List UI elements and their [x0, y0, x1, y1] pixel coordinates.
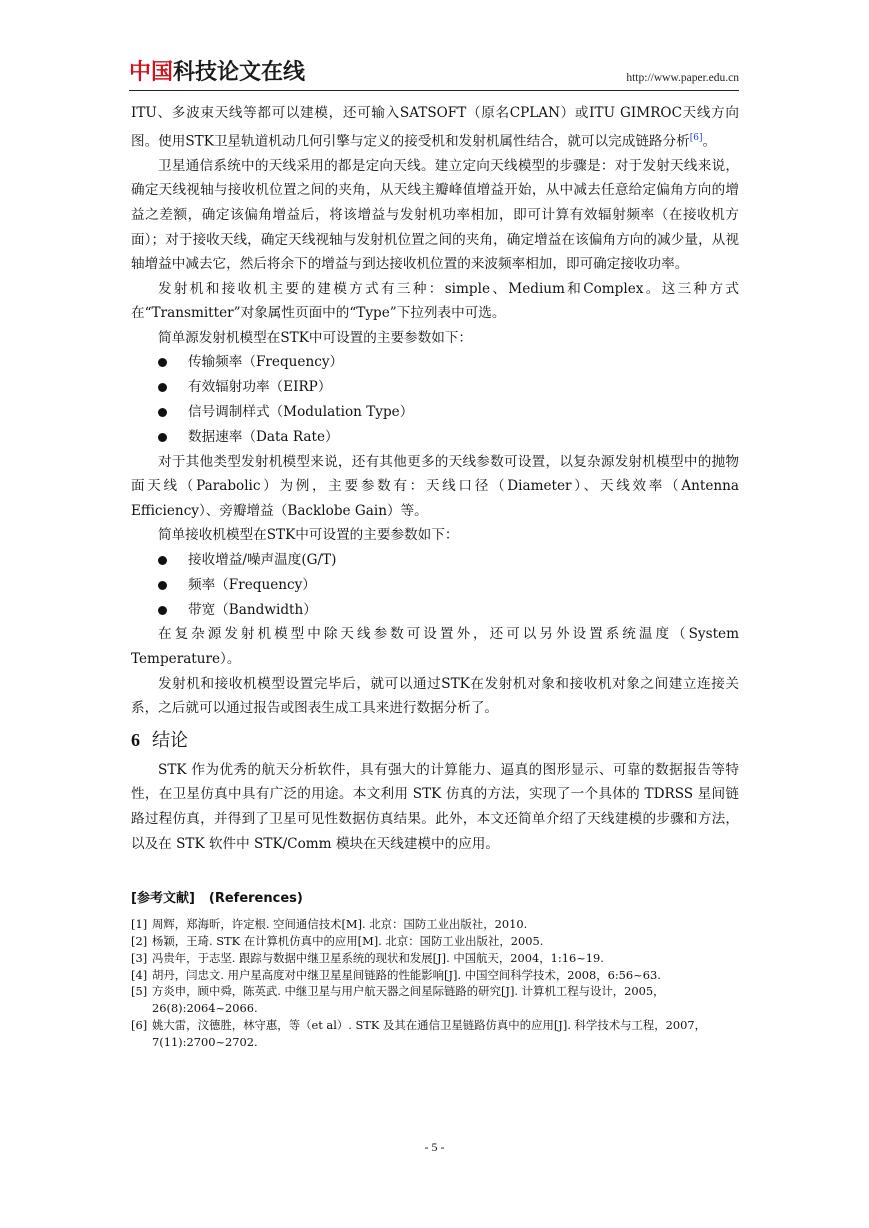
paragraph-3: 发射机和接收机主要的建模方式有三种：simple、Medium和Complex。这三种方式在“Transmitter”对象属性页面中的“Type”下拉列表中可选。 — [131, 280, 739, 322]
reference-item — [131, 933, 739, 950]
references-title-en: (References) — [208, 891, 303, 907]
list-item — [131, 425, 739, 450]
references-title-cn: [参考文献] — [131, 891, 195, 907]
paragraph-8: 发射机和接收机模型设置完毕后，就可以通过STK在发射机对象和接收机对象之间建立连接关系，之后就可以通过报告或图表生成工具来进行数据分析了。 — [131, 675, 739, 717]
logo-text-dark: 科技论文在线 — [173, 60, 306, 85]
section-heading — [131, 727, 739, 754]
reference-item — [131, 967, 739, 984]
list-item — [131, 598, 739, 623]
reference-item — [131, 1017, 739, 1051]
transmitter-param-list — [131, 350, 739, 449]
list-item-text: 带宽（Bandwidth） — [188, 601, 317, 618]
reference-text: 胡丹，闫忠文. 用户星高度对中继卫星星间链路的性能影响[J]. 中国空间科学技术，2008，6:56~63. — [152, 967, 661, 982]
list-item-text: 频率（Frequency） — [188, 576, 316, 593]
list-item-text: 有效辐射功率（EIRP） — [188, 379, 332, 396]
reference-number: [6] — [131, 1017, 148, 1032]
conclusion-paragraph: STK 作为优秀的航天分析软件，具有强大的计算能力、逼真的图形显示、可靠的数据报告等特性，在卫星仿真中具有广泛的用途。本文利用 STK 仿真的方法，实现了一个具体的 TDRSS 星间链路过程仿真，并得到了卫星可见性数据仿真结果。此外，本文还简单介绍了天线建模的步骤和方法，以及在 STK 软件中 STK/Comm 模块在天线建模中的应用。 — [131, 761, 739, 852]
list-item — [131, 350, 739, 375]
paragraph-5: 对于其他类型发射机模型来说，还有其他更多的天线参数可设置，以复杂源发射机模型中的抛物面天线（Parabolic）为例，主要参数有：天线口径（Diameter）、天线效率（Antenna Efficiency）、旁瓣增益（Backlobe Gain）等。 — [131, 453, 739, 519]
header-url[interactable]: http://www.paper.edu.cn — [626, 72, 739, 84]
paragraph-1 — [131, 101, 739, 154]
reference-number: [5] — [131, 984, 148, 999]
paragraph-1-end: 。 — [702, 133, 717, 150]
reference-number: [2] — [131, 933, 148, 948]
list-item-text: 信号调制样式（Modulation Type） — [188, 404, 414, 421]
reference-text: 冯贵年，于志坚. 跟踪与数据中继卫星系统的现状和发展[J]. 中国航天，2004，1:16~19. — [152, 950, 604, 965]
reference-item — [131, 983, 739, 1017]
receiver-param-list — [131, 548, 739, 622]
bullet-icon — [158, 383, 167, 392]
bullet-icon — [158, 433, 167, 442]
paragraph-1-text: ITU、多波束天线等都可以建模，还可输入SATSOFT（原名CPLAN）或ITU GIMROC天线方向图。使用STK卫星轨道机动几何引擎与定义的接受机和发射机属性结合，就可以完成链路分析 — [131, 105, 739, 150]
page-header — [129, 58, 739, 91]
paragraph-4: 简单源发射机模型在STK中可设置的主要参数如下： — [158, 329, 473, 346]
reference-text: 周辉，郑海昕，许定根. 空间通信技术[M]. 北京：国防工业出版社，2010. — [152, 917, 528, 932]
paragraph-6: 简单接收机模型在STK中可设置的主要参数如下： — [158, 527, 459, 544]
reference-text: 姚大雷，汶德胜，林守惠，等（et al）. STK 及其在通信卫星链路仿真中的应用[J]. 科学技术与工程，2007，7(11):2700~2702. — [152, 1017, 707, 1049]
references-heading — [131, 887, 739, 906]
reference-item — [131, 916, 739, 933]
reference-number: [1] — [131, 917, 148, 932]
bullet-icon — [158, 606, 167, 615]
list-item — [131, 548, 739, 573]
logo-text-red: 中国 — [129, 60, 174, 85]
page-number: - 5 - — [424, 1140, 445, 1154]
section-number: 6 — [131, 729, 140, 750]
list-item-text: 数据速率（Data Rate） — [188, 428, 339, 445]
journal-logo — [129, 60, 305, 86]
main-content — [131, 101, 739, 1051]
bullet-icon — [158, 581, 167, 590]
list-item — [131, 400, 739, 425]
reference-item — [131, 950, 739, 967]
bullet-icon — [158, 408, 167, 417]
bullet-icon — [158, 358, 167, 367]
list-item — [131, 573, 739, 598]
list-item — [131, 375, 739, 400]
reference-list — [131, 916, 739, 1050]
reference-text: 杨颖，王琦. STK 在计算机仿真中的应用[M]. 北京：国防工业出版社，2005. — [152, 933, 544, 948]
paragraph-2: 卫星通信系统中的天线采用的都是定向天线。建立定向天线模型的步骤是：对于发射天线来说，确定天线视轴与接收机位置之间的夹角，从天线主瓣峰值增益开始，从中减去任意给定偏角方向的增益之差额，确定该偏角增益后，将该增益与发射机功率相加，即可计算有效辐射频率（在接收机方面）；对于接收天线，确定天线视轴与发射机位置之间的夹角，确定增益在该偏角方向的减少量，从视轴增益中减去它，然后将余下的增益与到达接收机位置的来波频率相加，即可确定接收功率。 — [131, 157, 739, 273]
bullet-icon — [158, 556, 167, 565]
list-item-text: 接收增益/噪声温度(G/T) — [188, 552, 337, 569]
list-item-text: 传输频率（Frequency） — [188, 354, 344, 371]
reference-number: [3] — [131, 950, 148, 965]
reference-number: [4] — [131, 967, 148, 982]
reference-text: 方炎申，顾中舜，陈英武. 中继卫星与用户航天器之间星际链路的研究[J]. 计算机工程与设计，2005，26(8):2064~2066. — [152, 984, 665, 1016]
section-title: 结论 — [152, 729, 188, 751]
paragraph-7: 在复杂源发射机模型中除天线参数可设置外，还可以另外设置系统温度（System Temperature）。 — [131, 626, 739, 668]
citation-link[interactable]: [6] — [689, 132, 703, 143]
